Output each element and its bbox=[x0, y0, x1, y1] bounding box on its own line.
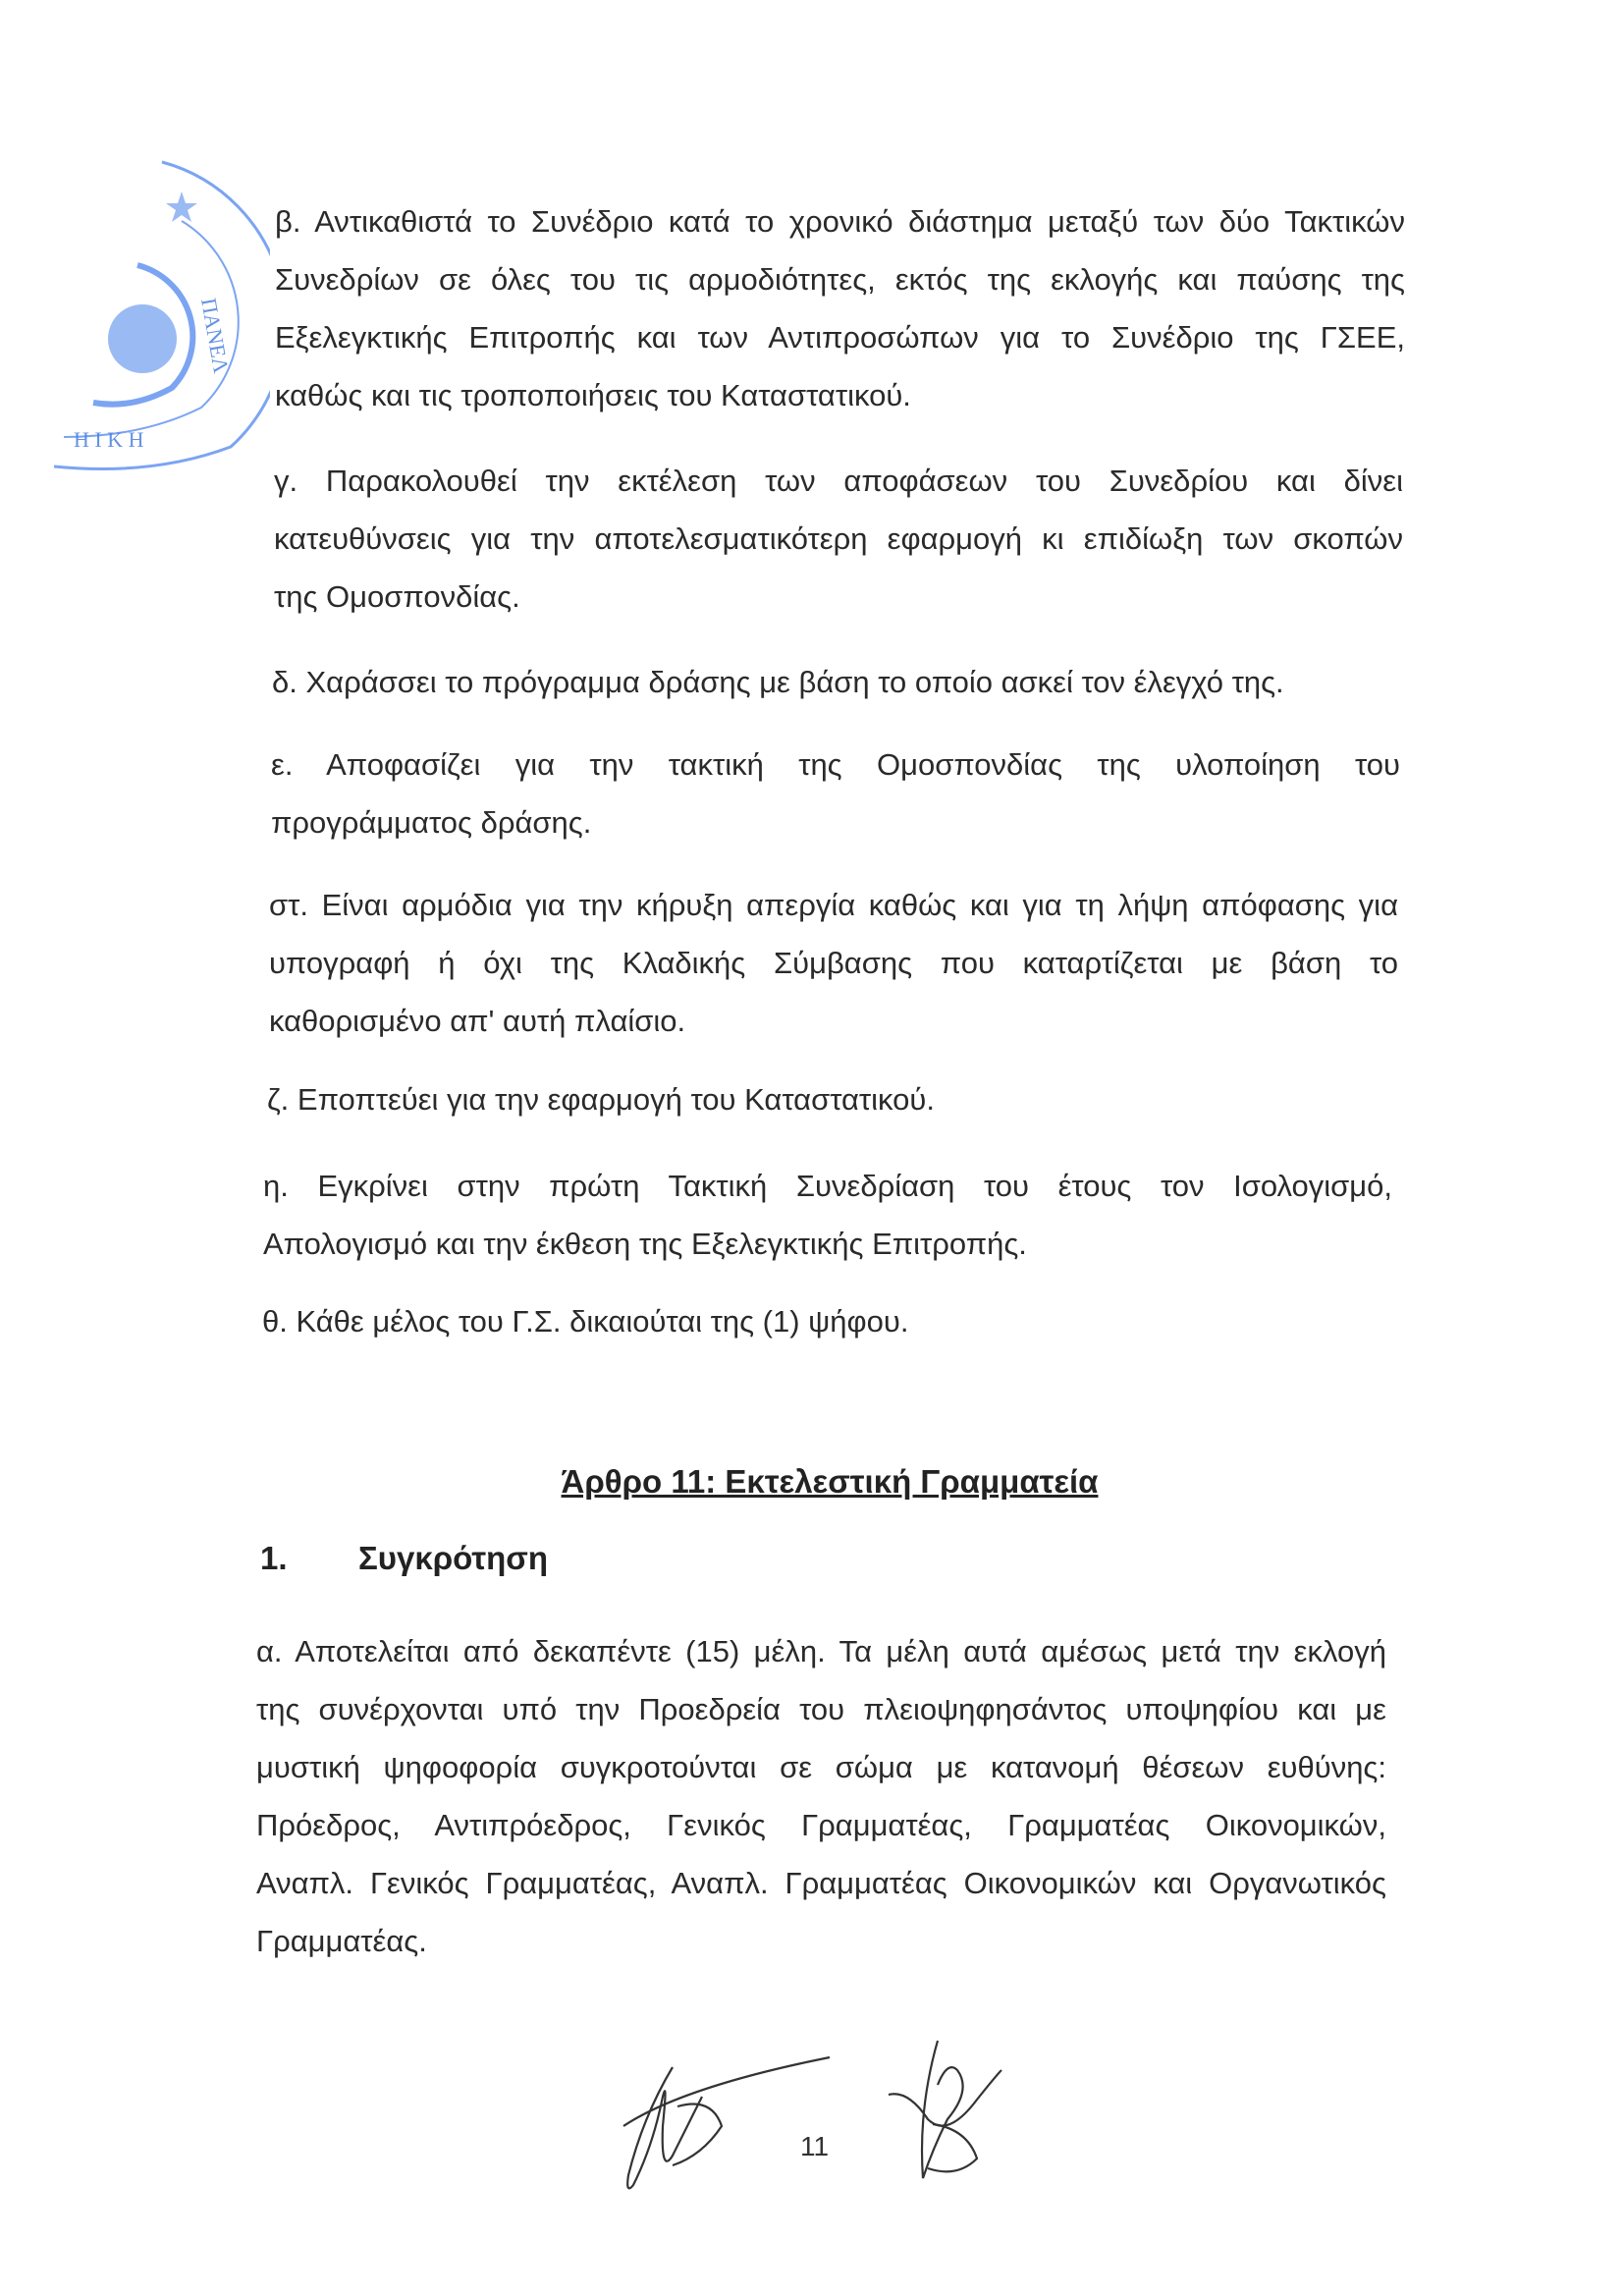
text-line: ε. Αποφασίζει για την τακτική της Ομοσπονδίας της υλοποίηση του bbox=[271, 747, 1400, 782]
paragraph-delta bbox=[272, 653, 1401, 711]
text-line: θ. Κάθε μέλος του Γ.Σ. δικαιούται της (1) ψήφου. bbox=[262, 1304, 909, 1339]
text-line: η. Εγκρίνει στην πρώτη Τακτική Συνεδρίαση του έτους τον Ισολογισμό, bbox=[263, 1169, 1392, 1203]
text-line: Αναπλ. Γενικός Γραμματέας, Αναπλ. Γραμματέας Οικονομικών και Οργανωτικός bbox=[256, 1866, 1386, 1900]
text-line: καθορισμένο απ' αυτή πλαίσιο. bbox=[269, 1004, 686, 1038]
text-line: της συνέρχονται υπό την Προεδρεία του πλειοψηφησάντος υποψηφίου και με bbox=[256, 1692, 1386, 1726]
organization-seal-stamp bbox=[34, 152, 270, 476]
paragraph-gamma bbox=[274, 452, 1403, 626]
text-line: γ. Παρακολουθεί την εκτέλεση των αποφάσεων του Συνεδρίου και δίνει bbox=[274, 464, 1403, 498]
text-line: προγράμματος δράσης. bbox=[271, 805, 592, 840]
paragraph-epsilon bbox=[271, 736, 1400, 851]
text-line: μυστική ψηφοφορία συγκροτούνται σε σώμα με κατανομή θέσεων ευθύνης: bbox=[256, 1750, 1386, 1784]
text-line: α. Αποτελείται από δεκαπέντε (15) μέλη. Τα μέλη αυτά αμέσως μετά την εκλογή bbox=[256, 1634, 1386, 1668]
text-line: Απολογισμό και την έκθεση της Εξελεγκτικής Επιτροπής. bbox=[263, 1227, 1027, 1261]
text-line: κατευθύνσεις για την αποτελεσματικότερη εφαρμογή κι επιδίωξη των σκοπών bbox=[274, 521, 1403, 556]
signature-left bbox=[604, 2038, 835, 2210]
text-line: της Ομοσπονδίας. bbox=[274, 579, 520, 614]
paragraph-beta bbox=[275, 192, 1405, 424]
text-line: Γραμματέας. bbox=[256, 1924, 427, 1958]
paragraph-theta bbox=[262, 1292, 1391, 1350]
page-number: 11 bbox=[800, 2131, 830, 2161]
text-line: Πρόεδρος, Αντιπρόεδρος, Γενικός Γραμματέας, Γραμματέας Οικονομικών, bbox=[256, 1808, 1386, 1842]
paragraph-stigma bbox=[269, 876, 1398, 1050]
text-line: Συνεδρίων σε όλες του τις αρμοδιότητες, εκτός της εκλογής και παύσης της bbox=[275, 262, 1405, 297]
svg-text:Η Ι Κ Η: Η Ι Κ Η bbox=[74, 427, 144, 452]
text-line: Εξελεγκτικής Επιτροπής και των Αντιπροσώπων για το Συνέδριο της ΓΣΕΕ, bbox=[275, 320, 1405, 355]
text-line: δ. Χαράσσει το πρόγραμμα δράσης με βάση το οποίο ασκεί τον έλεγχό της. bbox=[272, 665, 1284, 699]
article-heading: Άρθρο 11: Εκτελεστική Γραμματεία bbox=[561, 1463, 1099, 1500]
svg-text:ΠΑΝΕΛ: ΠΑΝΕΛ bbox=[196, 296, 235, 375]
text-line: στ. Είναι αρμόδια για την κήρυξη απεργία καθώς και για τη λήψη απόφασης για bbox=[269, 888, 1398, 922]
text-line: β. Αντικαθιστά το Συνέδριο κατά το χρονικό διάστημα μεταξύ των δύο Τακτικών bbox=[275, 204, 1405, 239]
section-number: 1. bbox=[260, 1540, 288, 1576]
signature-right bbox=[879, 2031, 1011, 2188]
text-line: καθώς και τις τροποποιήσεις του Καταστατικού. bbox=[275, 378, 911, 412]
text-line: υπογραφή ή όχι της Κλαδικής Σύμβασης που καταρτίζεται με βάση το bbox=[269, 946, 1398, 980]
section-title: Συγκρότηση bbox=[358, 1540, 549, 1576]
paragraph-eta bbox=[263, 1157, 1392, 1273]
paragraph-alpha bbox=[256, 1622, 1386, 1970]
paragraph-zeta bbox=[267, 1070, 1396, 1128]
text-line: ζ. Εποπτεύει για την εφαρμογή του Καταστατικού. bbox=[267, 1082, 935, 1117]
